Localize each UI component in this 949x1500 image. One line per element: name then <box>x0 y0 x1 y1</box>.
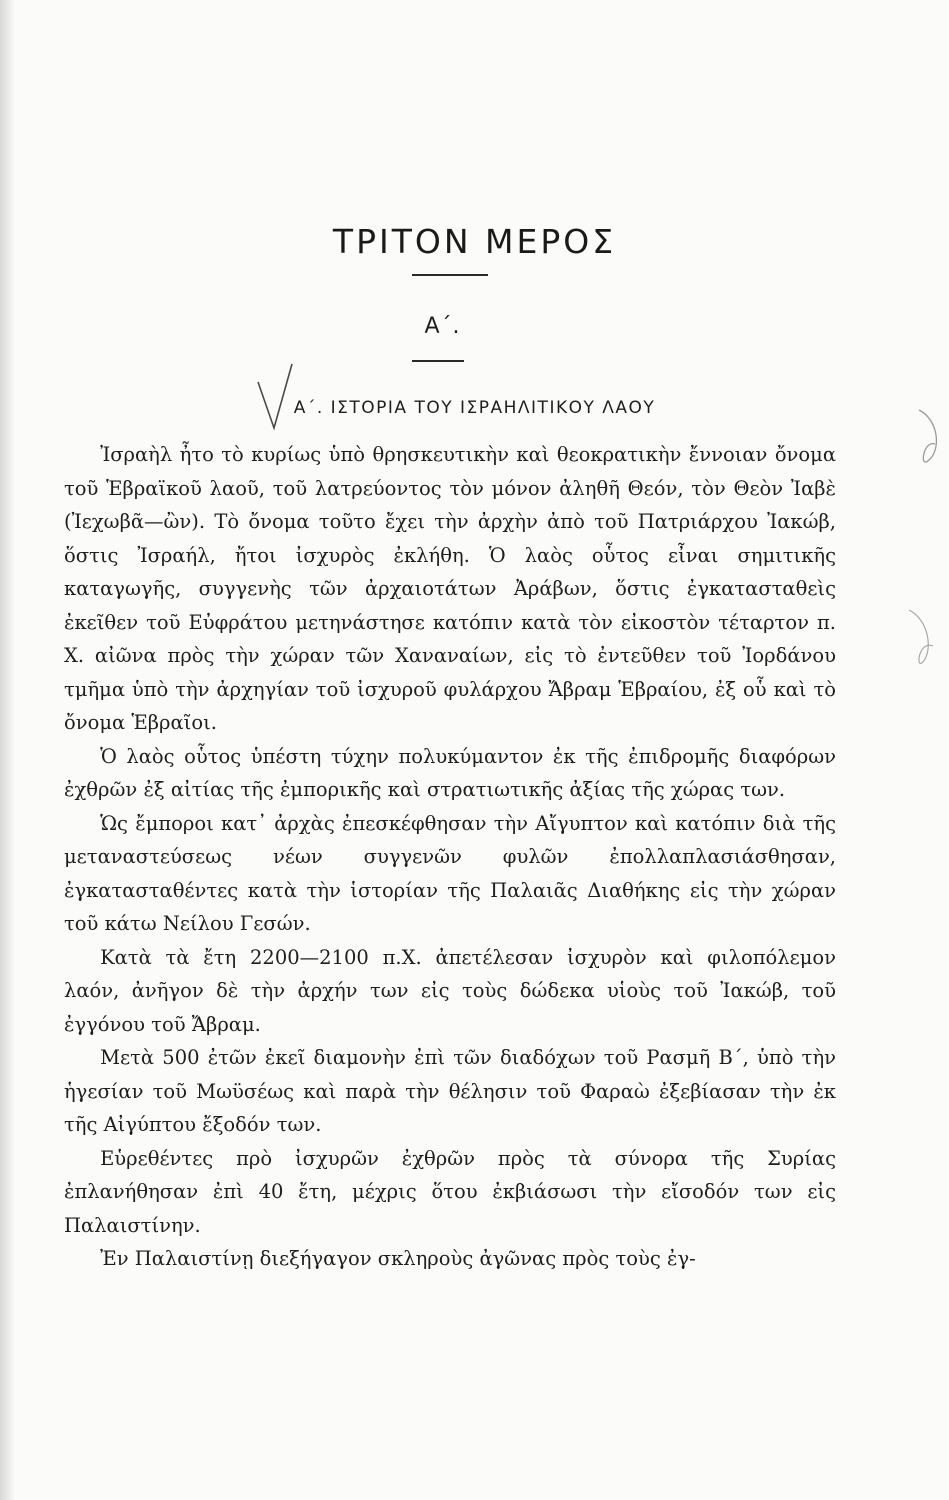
section-letter: Α΄. <box>424 314 461 339</box>
body-text <box>64 438 836 1276</box>
section-rule <box>412 360 464 362</box>
part-title: ΤΡΙΤΟΝ ΜΕΡΟΣ <box>332 222 617 261</box>
pencil-check-mark <box>256 362 296 432</box>
paragraph: Ἐν Παλαιστίνῃ διεξήγαγον σκληροὺς ἀγῶνας πρὸς τοὺς ἐγ- <box>100 1247 696 1270</box>
title-rule <box>412 274 488 276</box>
paragraph: Ὡς ἔμποροι κατ᾽ ἀρχὰς ἐπεσκέφθησαν τὴν Αἴγυπτον καὶ κατόπιν διὰ τῆς μεταναστεύσεως νέων συγγενῶν φυλῶν ἐπολλαπλασιάσθησαν, ἐγκατασταθέντες κατὰ τὴν ἱστορίαν τῆς Παλαιᾶς Διαθήκης εἰς τὴν χώραν τοῦ κάτω Νείλου Γεσών. <box>64 811 836 935</box>
pencil-margin-scribble <box>889 400 949 700</box>
paragraph: Ἰσραὴλ ἦτο τὸ κυρίως ὑπὸ θρησκευτικὴν καὶ θεοκρατικὴν ἔννοιαν ὄνομα τοῦ Ἑβραϊκοῦ λαοῦ, τοῦ λατρεύοντος τὸν μόνον ἀληθῆ Θεόν, τὸν Θεὸν Ἰαβὲ (Ἰεχωβᾶ—ὢν). Τὸ ὄνομα τοῦτο ἔχει τὴν ἀρχὴν ἀπὸ τοῦ Πατριάρχου Ἰακώβ, ὅστις Ἰσραήλ, ἤτοι ἰσχυρὸς ἐκλήθη. Ὁ λαὸς οὗτος εἶναι σημιτικῆς καταγωγῆς, συγγενὴς τῶν ἀρχαιοτάτων Ἀράβων, ὅστις ἐγκατασταθεὶς ἐκεῖθεν τοῦ Εὐφράτου μετηνάστησε κατόπιν κατὰ τὸν εἰκοστὸν τέταρτον π. Χ. αἰῶνα πρὸς τὴν χώραν τῶν Χαναναίων, εἰς τὸ ἐντεῦθεν τοῦ Ἰορδάνου τμῆμα ὑπὸ τὴν ἀρχηγίαν τοῦ ἰσχυροῦ φυλάρχου Ἄβραμ Ἑβραίου, ἐξ οὗ καὶ τὸ ὄνομα Ἑβραῖοι. <box>64 443 836 734</box>
paragraph: Κατὰ τὰ ἔτη 2200—2100 π.Χ. ἀπετέλεσαν ἰσχυρὸν καὶ φιλοπόλεμον λαόν, ἀνῆγον δὲ τὴν ἀρχήν των εἰς τοὺς δώδεκα υἱοὺς τοῦ Ἰακώβ, τοῦ ἐγγόνου τοῦ Ἄβραμ. <box>64 945 836 1036</box>
paragraph: Μετὰ 500 ἐτῶν ἐκεῖ διαμονὴν ἐπὶ τῶν διαδόχων τοῦ Ρασμῆ Β΄, ὑπὸ τὴν ἡγεσίαν τοῦ Μωϋσέως καὶ παρὰ τὴν θέλησιν τοῦ Φαραὼ ἐξεβίασαν τὴν ἐκ τῆς Αἰγύπτου ἔξοδόν των. <box>64 1046 836 1136</box>
paragraph: Ὁ λαὸς οὗτος ὑπέστη τύχην πολυκύμαντον ἐκ τῆς ἐπιδρομῆς διαφόρων ἐχθρῶν ἐξ αἰτίας τῆς ἐμπορικῆς καὶ στρατιωτικῆς ἀξίας τῆς χώρας των. <box>64 744 836 801</box>
section-heading: Α΄. ΙΣΤΟΡΙΑ ΤΟΥ ΙΣΡΑΗΛΙΤΙΚΟΥ ΛΑΟΥ <box>293 398 656 418</box>
paragraph: Εὑρεθέντες πρὸ ἰσχυρῶν ἐχθρῶν πρὸς τὰ σύνορα τῆς Συρίας ἐπλανήθησαν ἐπὶ 40 ἔτη, μέχρις ὅτου ἐκβιάσωσι τὴν εἴσοδόν των εἰς Παλαιστίνην. <box>64 1146 836 1237</box>
